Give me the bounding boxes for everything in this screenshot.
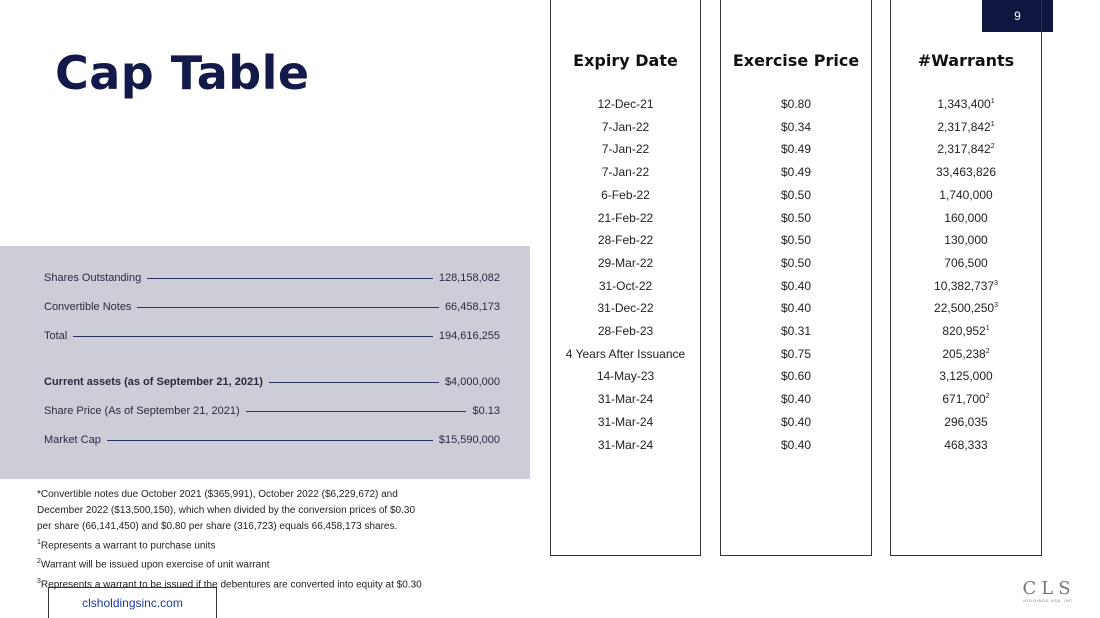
- warrants-cell-text: 205,238: [942, 347, 986, 361]
- exercise-price-cell-text: $0.31: [780, 324, 812, 338]
- expiry-date-cell-text: 31-Dec-22: [597, 301, 654, 315]
- footnote-2: [37, 554, 507, 573]
- summary-label: Total: [44, 330, 68, 342]
- warrants-cell: [891, 301, 1041, 315]
- exercise-price-cell: [721, 415, 871, 429]
- warrants-cell: [891, 233, 1041, 247]
- expiry-date-header: Expiry Date: [573, 51, 678, 70]
- expiry-date-cell-text: 21-Feb-22: [597, 211, 654, 225]
- summary-row: [44, 328, 500, 344]
- exercise-price-cell: [721, 392, 871, 406]
- summary-label: Convertible Notes: [44, 301, 132, 313]
- warrants-cell-text: 296,035: [944, 415, 988, 429]
- expiry-date-cell: [551, 256, 700, 270]
- exercise-price-cell-text: $0.60: [780, 369, 812, 383]
- expiry-date-cell: [551, 233, 700, 247]
- expiry-date-cell-text: 29-Mar-22: [597, 256, 654, 270]
- warrants-cell-text: 3,125,000: [939, 369, 993, 383]
- footnote-marker: 2: [985, 348, 990, 355]
- expiry-date-cell: [551, 142, 700, 156]
- exercise-price-cell-text: $0.40: [780, 438, 812, 452]
- warrants-cell: [891, 120, 1041, 134]
- exercise-price-cell: [721, 347, 871, 361]
- warrants-cell: [891, 324, 1041, 338]
- expiry-date-cell-text: 28-Feb-23: [597, 324, 654, 338]
- footnote-marker: 3: [994, 280, 998, 287]
- summary-row: [44, 374, 500, 390]
- exercise-price-cell-text: $0.75: [780, 347, 812, 361]
- warrants-cell-text: 2,317,842: [937, 120, 991, 134]
- summary-label: Current assets (as of September 21, 2021): [44, 376, 263, 388]
- exercise-price-column: [720, 0, 872, 556]
- leader-line: [269, 382, 439, 383]
- expiry-date-cell-text: 12-Dec-21: [597, 97, 654, 111]
- expiry-date-cell: [551, 188, 700, 202]
- summary-value: 66,458,173: [444, 301, 500, 313]
- warrants-cell-text: 160,000: [944, 211, 988, 225]
- expiry-date-cell-text: 31-Mar-24: [597, 415, 654, 429]
- exercise-price-cell: [721, 97, 871, 111]
- warrants-cell-text: 22,500,250: [934, 301, 995, 315]
- exercise-price-cell-text: $0.50: [780, 188, 812, 202]
- exercise-price-cell: [721, 165, 871, 179]
- page-title: Cap Table: [55, 46, 310, 100]
- expiry-date-cell-text: 7-Jan-22: [601, 120, 650, 134]
- summary-value: 128,158,082: [438, 272, 500, 284]
- summary-label: Shares Outstanding: [44, 272, 142, 284]
- footnotes: [37, 487, 507, 593]
- expiry-date-cell: [551, 369, 700, 383]
- summary-value: $0.13: [472, 405, 500, 417]
- exercise-price-cell-text: $0.50: [780, 256, 812, 270]
- warrants-cell: [891, 188, 1041, 202]
- exercise-price-cell: [721, 233, 871, 247]
- exercise-price-cell: [721, 369, 871, 383]
- warrants-cell: [891, 279, 1041, 293]
- footnote-2-mark: 2: [37, 558, 41, 566]
- convertible-note-line-2: December 2022 ($13,500,150), which when divided by the conversion prices of $0.30: [37, 505, 416, 516]
- footnote-3-mark: 3: [37, 577, 41, 585]
- warrants-cell: [891, 415, 1041, 429]
- expiry-date-cell: [551, 347, 700, 361]
- summary-value: 194,616,255: [438, 330, 500, 342]
- expiry-date-cell: [551, 120, 700, 134]
- exercise-price-cell: [721, 256, 871, 270]
- expiry-date-column: [550, 0, 701, 556]
- warrants-cell: [891, 256, 1041, 270]
- exercise-price-cell: [721, 301, 871, 315]
- warrants-cell-text: 1,740,000: [939, 188, 993, 202]
- summary-row: [44, 299, 500, 315]
- warrants-cell-text: 671,700: [942, 392, 986, 406]
- expiry-date-cell-text: 28-Feb-22: [597, 233, 654, 247]
- convertible-note-line-3: per share (66,141,450) and $0.80 per share (316,723) equals 66,458,173 shares.: [37, 521, 398, 532]
- exercise-price-cell: [721, 324, 871, 338]
- expiry-date-cell-text: 6-Feb-22: [601, 188, 650, 202]
- warrants-cell: [891, 369, 1041, 383]
- warrants-cell: [891, 142, 1041, 156]
- exercise-price-cell-text: $0.34: [780, 120, 812, 134]
- warrants-cell: [891, 347, 1041, 361]
- footnote-1: [37, 535, 507, 554]
- footnote-1-text: Represents a warrant to purchase units: [40, 540, 216, 552]
- expiry-date-cell-text: 31-Mar-24: [597, 438, 654, 452]
- leader-line: [246, 411, 467, 412]
- warrants-column: [890, 0, 1042, 556]
- footnote-marker: 1: [985, 325, 990, 332]
- exercise-price-cell: [721, 120, 871, 134]
- exercise-price-cell-text: $0.50: [780, 211, 812, 225]
- warrants-cell-text: 1,343,400: [937, 97, 991, 111]
- warrants-header: #Warrants: [917, 51, 1015, 70]
- exercise-price-cell: [721, 211, 871, 225]
- warrants-cell-text: 130,000: [944, 233, 988, 247]
- footnote-marker: 2: [985, 393, 990, 400]
- exercise-price-cell: [721, 142, 871, 156]
- warrants-cell: [891, 97, 1041, 111]
- logo-subtext: HOLDINGS USA, INC.: [1023, 598, 1075, 603]
- exercise-price-cell: [721, 188, 871, 202]
- convertible-note-line-1: *Convertible notes due October 2021 ($365,991), October 2022 ($6,229,672) and: [37, 489, 398, 500]
- expiry-date-cell: [551, 97, 700, 111]
- warrants-cell: [891, 165, 1041, 179]
- warrants-cell-text: 468,333: [944, 438, 988, 452]
- expiry-date-cell: [551, 324, 700, 338]
- summary-row: [44, 432, 500, 448]
- expiry-date-cell: [551, 279, 700, 293]
- footnote-3-text: Represents a warrant to be issued if the debentures are converted into equity at $0.30: [40, 578, 422, 590]
- exercise-price-cell: [721, 279, 871, 293]
- warrants-cell: [891, 438, 1041, 452]
- footnote-marker: 1: [990, 98, 995, 105]
- exercise-price-cell-text: $0.40: [780, 392, 812, 406]
- warrants-cell: [891, 392, 1041, 406]
- expiry-date-cell: [551, 301, 700, 315]
- expiry-date-cell: [551, 415, 700, 429]
- exercise-price-header: Exercise Price: [732, 51, 860, 70]
- warrants-cell-text: 2,317,842: [937, 142, 991, 156]
- expiry-date-cell: [551, 165, 700, 179]
- expiry-date-cell: [551, 211, 700, 225]
- footnote-marker: 1: [990, 121, 995, 128]
- warrants-cell-text: 10,382,737: [934, 279, 995, 293]
- exercise-price-cell: [721, 438, 871, 452]
- exercise-price-cell-text: $0.80: [780, 97, 812, 111]
- expiry-date-cell-text: 7-Jan-22: [601, 165, 650, 179]
- expiry-date-cell-text: 7-Jan-22: [601, 142, 650, 156]
- leader-line: [73, 336, 433, 337]
- exercise-price-cell-text: $0.50: [780, 233, 812, 247]
- footnote-marker: 2: [990, 143, 995, 150]
- expiry-date-cell: [551, 438, 700, 452]
- summary-value: $4,000,000: [444, 376, 500, 388]
- page-number-badge: 9: [982, 0, 1053, 32]
- exercise-price-cell-text: $0.40: [780, 301, 812, 315]
- exercise-price-cell-text: $0.49: [780, 142, 812, 156]
- expiry-date-cell-text: 14-May-23: [596, 369, 655, 383]
- exercise-price-cell-text: $0.40: [780, 279, 812, 293]
- summary-label: Share Price (As of September 21, 2021): [44, 405, 240, 417]
- exercise-price-cell-text: $0.40: [780, 415, 812, 429]
- leader-line: [147, 278, 433, 279]
- leader-line: [107, 440, 433, 441]
- expiry-date-cell: [551, 392, 700, 406]
- company-logo: [1016, 580, 1082, 604]
- warrants-cell-text: 820,952: [942, 324, 986, 338]
- warrants-cell-text: 706,500: [944, 256, 988, 270]
- footnote-marker: 3: [994, 302, 998, 309]
- footnote-2-text: Warrant will be issued upon exercise of unit warrant: [40, 559, 270, 571]
- summary-label: Market Cap: [44, 434, 101, 446]
- footnote-1-mark: 1: [37, 539, 41, 546]
- expiry-date-cell-text: 4 Years After Issuance: [565, 347, 686, 361]
- leader-line: [137, 307, 439, 308]
- warrants-cell-text: 33,463,826: [935, 165, 997, 179]
- expiry-date-cell-text: 31-Oct-22: [598, 279, 653, 293]
- expiry-date-cell-text: 31-Mar-24: [597, 392, 654, 406]
- logo-mark: CLS: [1022, 578, 1076, 599]
- summary-row: [44, 403, 500, 419]
- warrants-cell: [891, 211, 1041, 225]
- summary-value: $15,590,000: [438, 434, 500, 446]
- website-link[interactable]: clsholdingsinc.com: [48, 587, 217, 618]
- summary-row: [44, 270, 500, 286]
- exercise-price-cell-text: $0.49: [780, 165, 812, 179]
